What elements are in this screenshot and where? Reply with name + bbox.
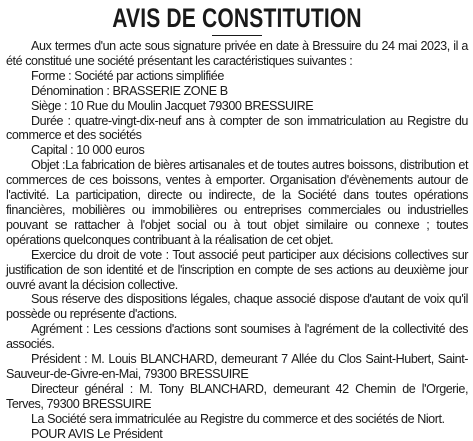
paragraph-capital: Capital : 10 000 euros: [31, 143, 145, 158]
notice-body: [6, 39, 468, 441]
paragraph-directeur-general: Directeur général : M. Tony BLANCHARD, demeurant 42 Chemin de l'Orgerie, Terves, 79300 BRESSUIRE: [6, 381, 468, 411]
paragraph-immatriculation: La Société sera immatriculée au Registre du commerce et des sociétés de Niort.: [31, 411, 445, 426]
paragraph-droit-de-vote: Exercice du droit de vote : Tout associé peut participer aux décisions collectives sur justification de son identité et de l'inscription en compte de ses actions au deuxième jour ouvré avant la décision collective.: [6, 247, 468, 292]
paragraph-reserve: Sous réserve des dispositions légales, chaque associé dispose d'autant de voix qu'il possède ou représente d'actions.: [6, 292, 468, 322]
paragraph-duree: Durée : quatre-vingt-dix-neuf ans à compter de son immatriculation au Registre du commerce et des sociétés: [6, 113, 468, 143]
title-divider: [212, 35, 262, 36]
paragraph-denomination: Dénomination : BRASSERIE ZONE B: [31, 83, 228, 98]
paragraph-siege: Siège : 10 Rue du Moulin Jacquet 79300 BRESSUIRE: [31, 98, 314, 113]
paragraph-agrement: Agrément : Les cessions d'actions sont soumises à l'agrément de la collectivité des associés.: [6, 322, 468, 352]
paragraph-signature: POUR AVIS Le Président: [31, 426, 163, 441]
notice-title: AVIS DE CONSTITUTION: [112, 3, 362, 33]
paragraph-intro: Aux termes d'un acte sous signature privée en date à Bressuire du 24 mai 2023, il a été constitué une société présentant les caractéristiques suivantes :: [6, 39, 468, 68]
paragraph-forme: Forme : Société par actions simplifiée: [31, 68, 224, 83]
paragraph-objet: Objet :La fabrication de bières artisanales et de toutes autres boissons, distribution et commerces de ces boissons, ventes à emporter. Organisation d'évènements autour de l'activité. La participation, directe ou indirecte, de la Société dans toutes opérations financières, mobilières ou immobilières ou entreprises commerciales ou industrielles pouvant se rattacher à l'objet social ou à tout objet similaire ou connexe ; toutes opérations quelconques contribuant à la réalisation de cet objet.: [6, 158, 468, 247]
paragraph-president: Président : M. Louis BLANCHARD, demeurant 7 Allée du Clos Saint-Hubert, Saint-Sauveur-de-Givre-en-Mai, 79300 BRESSUIRE: [6, 352, 468, 381]
